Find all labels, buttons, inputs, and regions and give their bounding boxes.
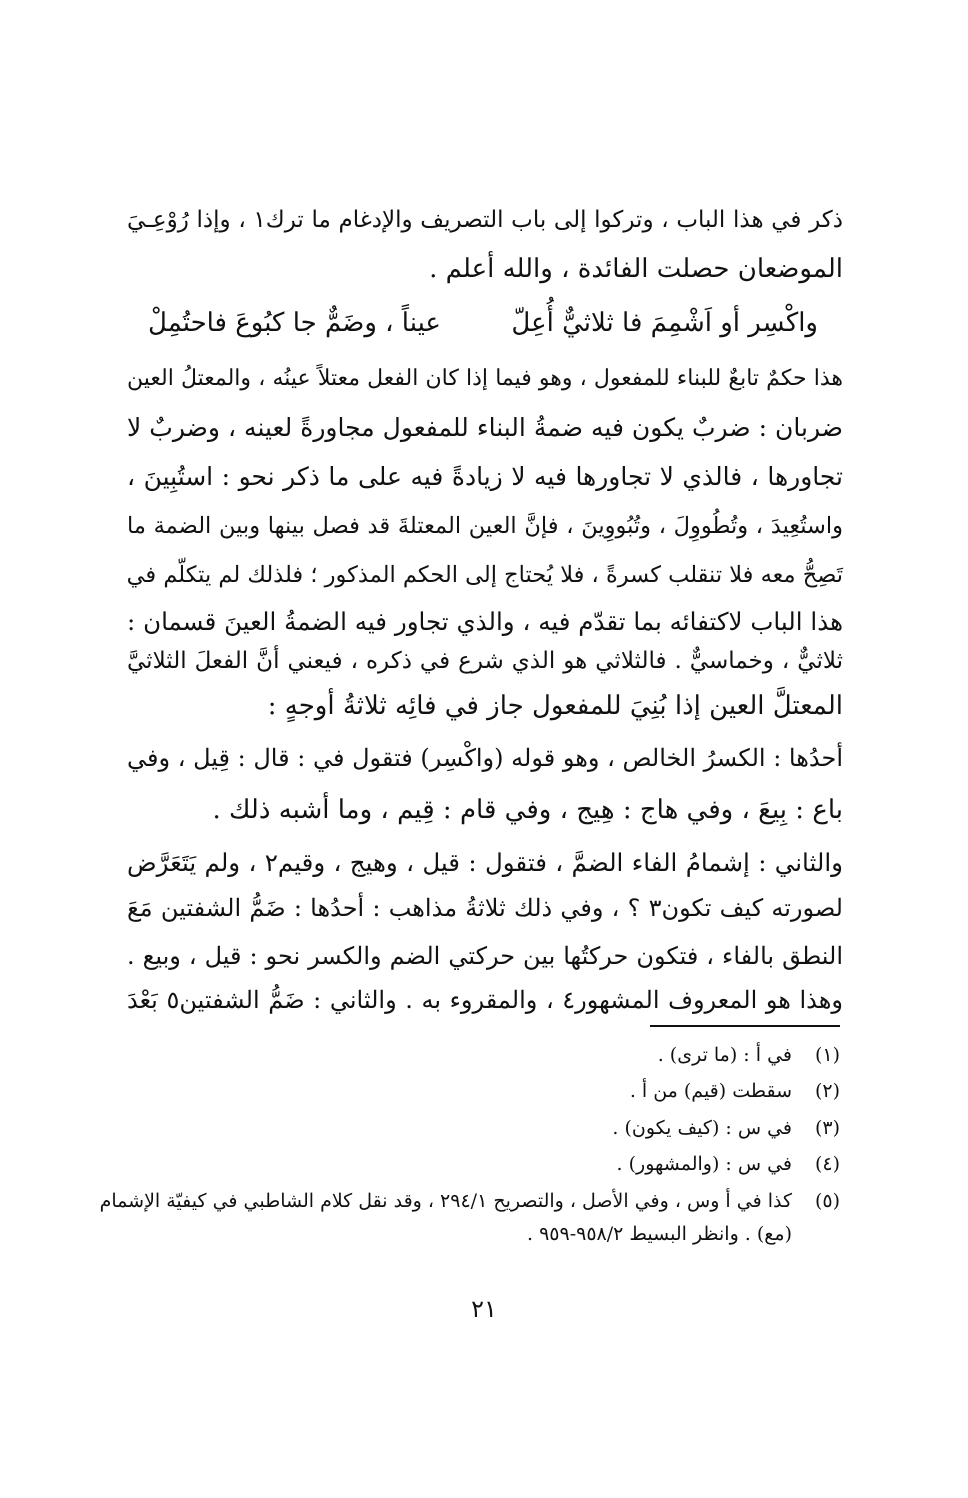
body-line: لصورته كيف تكون٣ ؟ ، وفي ذلك ثلاثةُ مذاهب : أحدُها : ضَمُّ الشفتين مَعَ <box>127 894 843 922</box>
body-line: باع : بِيعَ ، وفي هاج : هِيج ، وفي قام : قِيم ، وما أشبه ذلك . <box>212 795 843 825</box>
footnote-separator <box>650 1025 840 1027</box>
footnote-number: (٣) <box>814 1117 840 1139</box>
body-line: والثاني : إشمامُ الفاء الضمَّ ، فتقول : قيل ، وهيج ، وقيم٢ ، ولم يَتَعَرَّض <box>127 848 844 877</box>
body-line: واستُعِيدَ ، وتُطُووِلَ ، وتُبُووِينَ ، فإنَّ العين المعتلةَ قد فصل بينها وبين الضمة ما <box>127 513 843 539</box>
body-line: الموضعان حصلت الفائدة ، والله أعلم . <box>429 254 843 284</box>
footnote-5 <box>99 1186 840 1216</box>
footnote-text: في س : (والمشهور) . <box>616 1153 792 1175</box>
footnote-text: كذا في أ وس ، وفي الأصل ، والتصريح ٢٩٤/١ ، وقد نقل كلام الشاطبي في كيفيّة الإشمام <box>99 1190 792 1212</box>
footnote-2 <box>128 1076 840 1106</box>
footnote-number: (٤) <box>814 1153 840 1175</box>
verse-line <box>148 303 818 343</box>
body-line: أحدُها : الكسرُ الخالص ، وهو قوله (واكْسِر) فتقول في : قال : قِيل ، وفي <box>127 744 843 772</box>
footnote-text: في أ : (ما ترى) . <box>657 1044 792 1066</box>
body-line: ذكر في هذا الباب ، وتركوا إلى باب التصريف والإدغام ما ترك١ ، وإذا رُوْعِـيَ <box>127 207 843 233</box>
verse-first-hemistich: واكْسِر أو اَشْمِمَ فا ثلاثيٌّ أُعِلّ <box>511 308 818 338</box>
footnote-5-continuation: (مع) . وانظر البسيط ٩٥٨/٢-٩٥٩ . <box>526 1223 792 1245</box>
body-line: تجاورها ، فالذي لا تجاورها فيه لا زيادةً فيه على ما ذكر نحو : استُبِينَ ، <box>127 462 843 491</box>
footnote-4 <box>128 1149 840 1179</box>
verse-second-hemistich: عيناً ، وضَمٌّ جا كبُوعَ فاحتُمِلْ <box>148 308 441 338</box>
body-line: ثلاثيٌّ ، وخماسيٌّ . فالثلاثي هو الذي شرع في ذكره ، فيعني أنَّ الفعلَ الثلاثيَّ <box>127 648 843 674</box>
footnote-number: (٢) <box>814 1080 840 1102</box>
body-line: ضربان : ضربٌ يكون فيه ضمةُ البناء للمفعول مجاورةً لعينه ، وضربٌ لا <box>127 413 843 442</box>
page-number: ٢١ <box>471 1295 497 1323</box>
footnote-number: (١) <box>814 1044 840 1066</box>
body-line: هذا الباب لاكتفائه بما تقدّم فيه ، والذي تجاور فيه الضمةُ العينَ قسمان : <box>127 607 843 636</box>
footnote-text: في س : (كيف يكون) . <box>612 1117 792 1139</box>
footnote-text: سقطت (قيم) من أ . <box>629 1080 792 1102</box>
body-line: وهذا هو المعروف المشهور٤ ، والمقروء به . والثاني : ضَمُّ الشفتين٥ بَعْدَ <box>127 986 843 1014</box>
footnote-3 <box>128 1113 840 1143</box>
footnote-1 <box>128 1040 840 1070</box>
body-line: هذا حكمٌ تابعٌ للبناء للمفعول ، وهو فيما إذا كان الفعل معتلاً عينُه ، والمعتلُ العين <box>127 366 843 391</box>
footnote-number: (٥) <box>814 1190 840 1212</box>
body-line: النطق بالفاء ، فتكون حركتُها بين حركتي الضم والكسر نحو : قيل ، وبيع . <box>127 942 843 970</box>
body-line: المعتلَّ العين إذا بُنِيَ للمفعول جاز في فائِه ثلاثةُ أوجهٍ : <box>267 691 843 721</box>
body-line: تَصِحُّ معه فلا تنقلب كسرةً ، فلا يُحتاج إلى الحكم المذكور ؛ فلذلك لم يتكلّم في <box>126 562 843 588</box>
